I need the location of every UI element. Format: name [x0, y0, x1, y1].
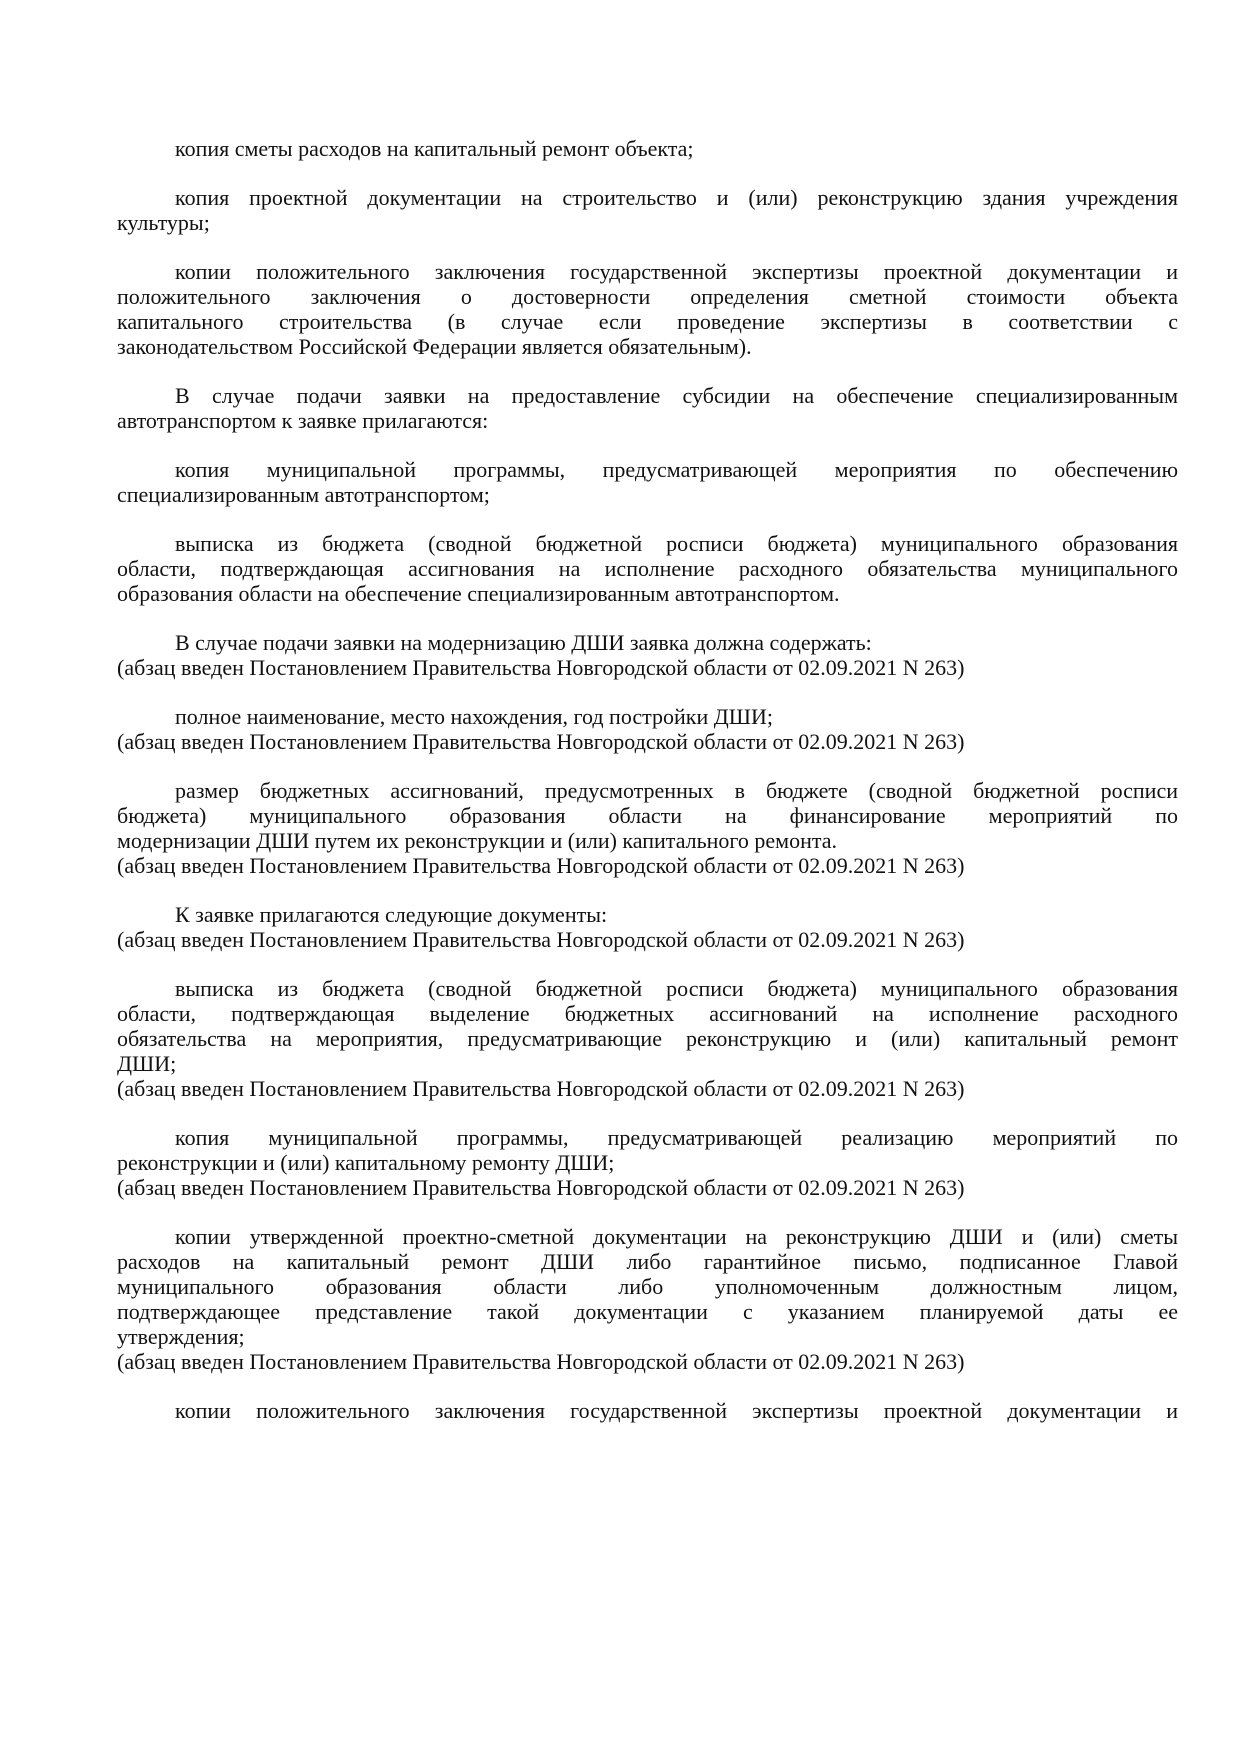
text-line: капитального строительства (в случае если проведение экспертизы в соответствии с [117, 309, 1178, 334]
paragraph [117, 383, 1178, 433]
text-line: культуры; [117, 210, 210, 235]
paragraph [117, 778, 1178, 878]
text-line: утверждения; [117, 1324, 245, 1349]
text-line: области, подтверждающая выделение бюджетных ассигнований на исполнение расходного [117, 1001, 1178, 1026]
text-line: расходов на капитальный ремонт ДШИ либо гарантийное письмо, подписанное Главой [117, 1249, 1178, 1274]
amendment-note: (абзац введен Постановлением Правительства Новгородской области от 02.09.2021 N 263) [117, 853, 965, 878]
text-line: В случае подачи заявки на предоставление субсидии на обеспечение специализированным [175, 383, 1178, 408]
text-line: размер бюджетных ассигнований, предусмотренных в бюджете (сводной бюджетной росписи [175, 778, 1178, 803]
text-line: копия муниципальной программы, предусматривающей мероприятия по обеспечению [175, 457, 1178, 482]
text-line: положительного заключения о достоверности определения сметной стоимости объекта [117, 284, 1178, 309]
text-line: копии положительного заключения государственной экспертизы проектной документации и [175, 259, 1178, 284]
text-line: модернизации ДШИ путем их реконструкции и (или) капитального ремонта. [117, 828, 838, 853]
text-line: копия проектной документации на строительство и (или) реконструкцию здания учреждения [175, 185, 1178, 210]
text-line: полное наименование, место нахождения, год постройки ДШИ; [175, 704, 773, 729]
paragraph [117, 1125, 1178, 1200]
text-line: муниципального образования области либо уполномоченным должностным лицом, [117, 1274, 1178, 1299]
text-line: В случае подачи заявки на модернизацию ДШИ заявка должна содержать: [175, 630, 872, 655]
text-line: подтверждающее представление такой документации с указанием планируемой даты ее [117, 1299, 1178, 1324]
text-line: реконструкции и (или) капитальному ремонту ДШИ; [117, 1150, 615, 1175]
paragraph [117, 136, 1178, 161]
paragraph [117, 1398, 1178, 1423]
text-line: К заявке прилагаются следующие документы: [175, 902, 608, 927]
text-line: выписка из бюджета (сводной бюджетной росписи бюджета) муниципального образования [175, 531, 1178, 556]
amendment-note: (абзац введен Постановлением Правительства Новгородской области от 02.09.2021 N 263) [117, 1175, 965, 1200]
text-line: копии положительного заключения государственной экспертизы проектной документации и [175, 1398, 1178, 1423]
paragraph [117, 630, 1178, 680]
document-page [117, 136, 1178, 1447]
text-line: обязательства на мероприятия, предусматривающие реконструкцию и (или) капитальный ремонт [117, 1026, 1178, 1051]
text-line: ДШИ; [117, 1051, 177, 1076]
paragraph [117, 259, 1178, 359]
text-line: копия сметы расходов на капитальный ремонт объекта; [175, 136, 694, 161]
paragraph [117, 976, 1178, 1101]
text-line: законодательством Российской Федерации является обязательным). [117, 334, 752, 359]
paragraph [117, 185, 1178, 235]
text-line: копия муниципальной программы, предусматривающей реализацию мероприятий по [175, 1125, 1178, 1150]
amendment-note: (абзац введен Постановлением Правительства Новгородской области от 02.09.2021 N 263) [117, 729, 965, 754]
paragraph [117, 457, 1178, 507]
text-line: копии утвержденной проектно-сметной документации на реконструкцию ДШИ и (или) сметы [175, 1224, 1178, 1249]
paragraph [117, 531, 1178, 606]
text-line: выписка из бюджета (сводной бюджетной росписи бюджета) муниципального образования [175, 976, 1178, 1001]
amendment-note: (абзац введен Постановлением Правительства Новгородской области от 02.09.2021 N 263) [117, 1349, 965, 1374]
text-line: бюджета) муниципального образования области на финансирование мероприятий по [117, 803, 1178, 828]
text-line: области, подтверждающая ассигнования на исполнение расходного обязательства муниципального [117, 556, 1178, 581]
amendment-note: (абзац введен Постановлением Правительства Новгородской области от 02.09.2021 N 263) [117, 1076, 965, 1101]
paragraph [117, 1224, 1178, 1374]
amendment-note: (абзац введен Постановлением Правительства Новгородской области от 02.09.2021 N 263) [117, 655, 965, 680]
text-line: автотранспортом к заявке прилагаются: [117, 408, 489, 433]
paragraph [117, 902, 1178, 952]
amendment-note: (абзац введен Постановлением Правительства Новгородской области от 02.09.2021 N 263) [117, 927, 965, 952]
paragraph [117, 704, 1178, 754]
text-line: специализированным автотранспортом; [117, 482, 490, 507]
text-line: образования области на обеспечение специализированным автотранспортом. [117, 581, 840, 606]
